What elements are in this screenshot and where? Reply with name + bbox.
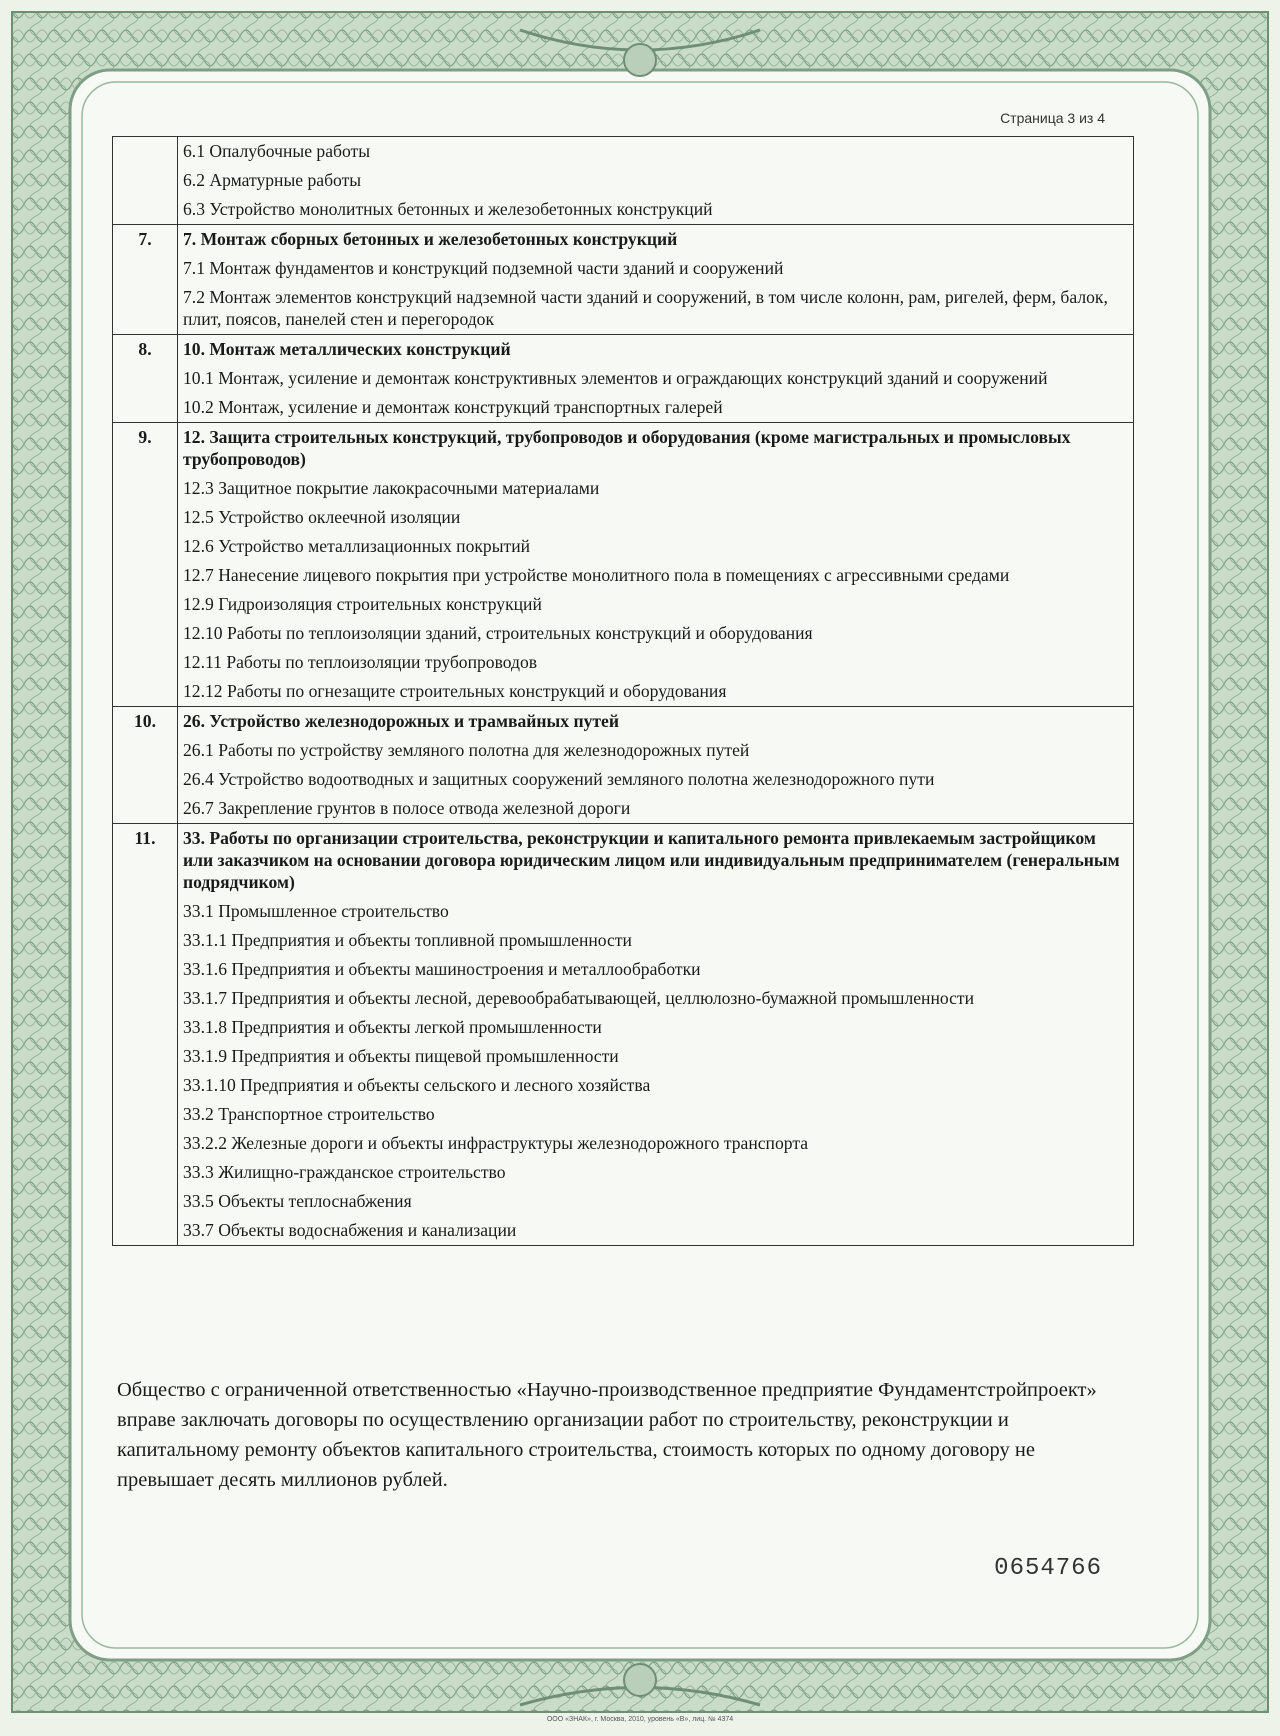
row-number: 10. [113,707,178,824]
table-row [113,423,1134,707]
work-item: 33.1.10 Предприятия и объекты сельского и лесного хозяйства [183,1075,651,1095]
row-number: 8. [113,335,178,423]
work-item: 12.5 Устройство оклеечной изоляции [183,507,461,527]
work-item: 12.12 Работы по огнезащите строительных конструкций и оборудования [183,681,727,701]
section-heading: 33. Работы по организации строительства, реконструкции и капитального ремонта привлекаемым застройщиком или заказчиком на основании договора юридическим лицом или индивидуальным предпринимателем (генеральным подрядчиком) [183,828,1120,892]
table-row [113,707,1134,824]
row-content [178,423,1134,707]
work-item: 10.1 Монтаж, усиление и демонтаж конструктивных элементов и ограждающих конструкций зданий и сооружений [183,368,1048,388]
work-item: 33.7 Объекты водоснабжения и канализации [183,1220,517,1240]
works-table [112,136,1134,1246]
work-item: 33.2 Транспортное строительство [183,1104,435,1124]
work-item: 33.3 Жилищно-гражданское строительство [183,1162,506,1182]
work-item: 26.7 Закрепление грунтов в полосе отвода железной дороги [183,798,631,818]
work-item: 7.2 Монтаж элементов конструкций надземной части зданий и сооружений, в том числе колонн, рам, ригелей, ферм, балок, плит, поясов, панелей стен и перегородок [183,287,1108,329]
work-item: 33.1.8 Предприятия и объекты легкой промышленности [183,1017,602,1037]
work-item: 33.1.9 Предприятия и объекты пищевой промышленности [183,1046,619,1066]
row-content [178,707,1134,824]
work-item: 33.5 Объекты теплоснабжения [183,1191,412,1211]
section-heading: 26. Устройство железнодорожных и трамвайных путей [183,711,619,731]
work-item: 33.1.1 Предприятия и объекты топливной промышленности [183,930,632,950]
row-content [178,225,1134,335]
work-item: 7.1 Монтаж фундаментов и конструкций подземной части зданий и сооружений [183,258,784,278]
work-item: 33.1.6 Предприятия и объекты машиностроения и металлообработки [183,959,701,979]
serial-number: 0654766 [994,1555,1102,1582]
row-content [178,824,1134,1246]
section-heading: 10. Монтаж металлических конструкций [183,339,511,359]
page-label: Страница 3 из 4 [1000,110,1105,126]
work-item: 26.1 Работы по устройству земляного полотна для железнодорожных путей [183,740,750,760]
work-item: 6.1 Опалубочные работы [183,141,371,161]
work-item: 6.3 Устройство монолитных бетонных и железобетонных конструкций [183,199,713,219]
row-content [178,335,1134,423]
section-heading: 7. Монтаж сборных бетонных и железобетонных конструкций [183,229,678,249]
table-row [113,335,1134,423]
printer-imprint: ООО «ЗНАК», г. Москва, 2010, уровень «В», лиц. № 4374 [546,1716,734,1723]
table-row [113,824,1134,1246]
work-item: 33.1.7 Предприятия и объекты лесной, деревообрабатывающей, целлюлозно-бумажной промышленности [183,988,975,1008]
row-number: 9. [113,423,178,707]
table-row [113,137,1134,225]
work-item: 12.6 Устройство металлизационных покрытий [183,536,531,556]
work-item: 12.11 Работы по теплоизоляции трубопроводов [183,652,538,672]
work-item: 12.10 Работы по теплоизоляции зданий, строительных конструкций и оборудования [183,623,813,643]
work-item: 12.3 Защитное покрытие лакокрасочными материалами [183,478,600,498]
row-number [113,137,178,225]
work-item: 12.9 Гидроизоляция строительных конструкций [183,594,542,614]
permission-statement: Общество с ограниченной ответственностью «Научно-производственное предприятие Фундаментстройпроект» вправе заключать договоры по осуществлению организации работ по строительству, реконструкции и капитальному ремонту объектов капитального строительства, стоимость которых по одному договору не превышает десять миллионов рублей. [117,1379,1097,1491]
work-item: 6.2 Арматурные работы [183,170,362,190]
work-item: 12.7 Нанесение лицевого покрытия при устройстве монолитного пола в помещениях с агрессивными средами [183,565,1010,585]
work-item: 26.4 Устройство водоотводных и защитных сооружений земляного полотна железнодорожного пути [183,769,935,789]
row-number: 11. [113,824,178,1246]
table-row [113,225,1134,335]
row-number: 7. [113,225,178,335]
work-item: 33.2.2 Железные дороги и объекты инфраструктуры железнодорожного транспорта [183,1133,809,1153]
work-item: 33.1 Промышленное строительство [183,901,449,921]
work-item: 10.2 Монтаж, усиление и демонтаж конструкций транспортных галерей [183,397,723,417]
section-heading: 12. Защита строительных конструкций, трубопроводов и оборудования (кроме магистральных и промысловых трубопроводов) [183,427,1071,469]
row-content [178,137,1134,225]
